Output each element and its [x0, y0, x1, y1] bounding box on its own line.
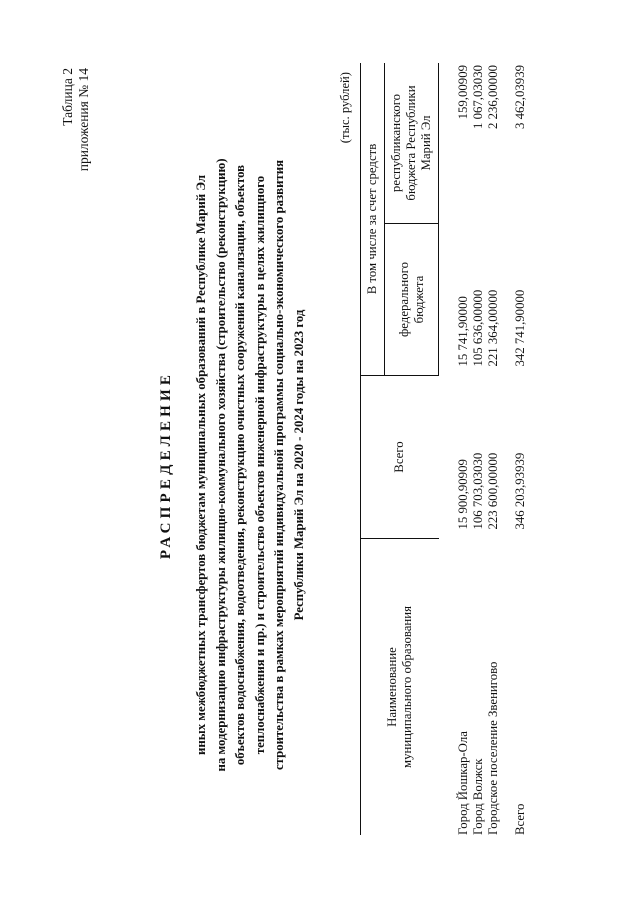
table-number: Таблица 2 — [60, 68, 75, 126]
units-label: (тыс. рублей) — [338, 72, 352, 144]
row-name: Городское поселение Звенигово — [486, 661, 500, 835]
header-federal-line2: бюджета — [411, 275, 426, 324]
row-federal: 105 636,00000 — [471, 289, 485, 367]
row-name: Город Волжск — [471, 758, 485, 835]
subtitle-line: иных межбюджетных трансфертов бюджетам муниципальных образований в Республике Марий Эл — [194, 174, 208, 756]
appendix-number: приложения № 14 — [76, 68, 91, 172]
table-row — [471, 63, 486, 835]
document-subtitle — [192, 145, 310, 785]
row-total: 106 703,03030 — [471, 452, 485, 530]
header-federal — [385, 224, 439, 376]
total-row-name: Всего — [513, 803, 527, 835]
row-total: 223 600,00000 — [486, 452, 500, 530]
header-name-line1: Наименование — [384, 647, 399, 727]
distribution-table — [360, 63, 528, 835]
table-reference — [60, 68, 92, 368]
header-republic-line1: республиканского — [389, 93, 403, 193]
subtitle-line: теплоснабжения и пр.) и строительство объектов инженерной инфраструктуры в целях жилищного — [252, 175, 267, 755]
subtitle-line: объектов водоснабжения, водоотведения, реконструкцию очистных сооружений канализации, объектов — [233, 164, 248, 766]
total-row-federal: 342 741,90000 — [513, 289, 527, 367]
table-row — [439, 63, 472, 835]
header-name — [361, 539, 439, 836]
row-federal: 15 741,90000 — [456, 296, 470, 367]
header-total: Всего — [361, 376, 439, 539]
row-republic: 159,00909 — [456, 65, 470, 120]
table-row — [486, 63, 501, 835]
row-republic: 1 067,03030 — [471, 65, 485, 129]
header-republic-line2: бюджета Республики — [404, 85, 418, 201]
header-republic-line3: Марий Эл — [419, 115, 433, 171]
subtitle-line: на модернизацию инфраструктуры жилищно-коммунального хозяйства (строительство (реконструкцию) — [213, 158, 228, 772]
document-title: РАСПРЕДЕЛЕНИЕ — [158, 370, 174, 560]
row-total: 15 900,90909 — [455, 459, 470, 530]
table-total-row — [501, 63, 528, 835]
header-including: В том числе за счет средств — [361, 63, 385, 376]
header-republic — [385, 63, 439, 224]
row-federal: 221 364,00000 — [486, 289, 500, 367]
row-republic: 2 236,00000 — [486, 65, 500, 129]
subtitle-line: Республики Марий Эл на 2020 - 2024 годы на 2023 год — [291, 309, 306, 621]
header-name-line2: муниципального образования — [399, 605, 414, 769]
total-row-republic: 3 462,03939 — [513, 65, 527, 129]
subtitle-line: строительства в рамках мероприятий индивидуальной программы социально-экономического развития — [272, 159, 287, 771]
total-row-total: 346 203,93939 — [513, 452, 527, 530]
header-federal-line1: федерального — [396, 262, 411, 337]
row-name: Город Йошкар-Ола — [455, 731, 470, 835]
